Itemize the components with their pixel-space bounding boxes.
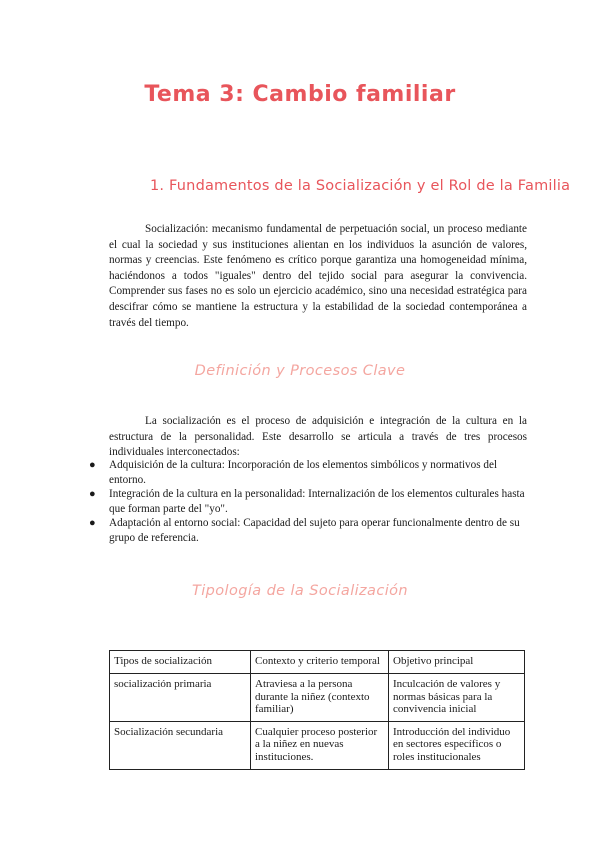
table-cell: socialización primaria	[110, 674, 251, 722]
list-item-text: Adquisición de la cultura: Incorporación de los elementos simbólicos y normativos del entorno.	[109, 459, 498, 486]
section-heading: 1. Fundamentos de la Socialización y el Rol de la Familia	[150, 178, 571, 194]
table-cell: Introducción del individuo en sectores específicos o roles institucionales	[389, 721, 525, 769]
table-header-cell: Tipos de socialización	[110, 651, 251, 674]
definition-paragraph	[109, 414, 527, 461]
table-cell: Cualquier proceso posterior a la niñez en nuevas instituciones.	[251, 721, 389, 769]
table-row	[110, 721, 525, 769]
table-cell: Atraviesa a la persona durante la niñez (contexto familiar)	[251, 674, 389, 722]
bullet-icon: ●	[89, 459, 96, 471]
list-item	[89, 458, 529, 487]
intro-paragraph	[109, 222, 527, 331]
table-header-cell: Contexto y criterio temporal	[251, 651, 389, 674]
process-list	[89, 458, 529, 546]
table-header-cell: Objetivo principal	[389, 651, 525, 674]
table-cell: Inculcación de valores y normas básicas para la convivencia inicial	[389, 674, 525, 722]
list-item	[89, 516, 529, 545]
table-header-row	[110, 651, 525, 674]
typology-table	[109, 650, 525, 770]
bullet-icon: ●	[89, 488, 96, 501]
table-cell: Socialización secundaria	[110, 721, 251, 769]
bullet-icon: ●	[89, 517, 96, 530]
intro-paragraph-text: Socialización: mecanismo fundamental de perpetuación social, un proceso mediante el cual la sociedad y sus instituciones alientan en los individuos la asunción de valores, normas y creencias. Este fenómeno es crítico porque garantiza una homogeneidad mínima, haciéndonos a todos "iguales" dentro del tejido social para asegurar la convivencia. Comprender sus fases no es solo un ejercicio académico, sino una necesidad estratégica para descifrar cómo se mantiene la estructura y la estabilidad de la sociedad contemporánea a través del tiempo.	[109, 223, 527, 329]
definition-heading: Definición y Procesos Clave	[194, 363, 406, 379]
list-item-text: Adaptación al entorno social: Capacidad del sujeto para operar funcionalmente dentro de su grupo de referencia.	[109, 517, 520, 544]
typology-heading: Tipología de la Socialización	[191, 583, 409, 599]
definition-paragraph-text: La socialización es el proceso de adquisición e integración de la cultura en la estructura de la personalidad. Este desarrollo se articula a través de tres procesos individuales interconectados:	[109, 415, 527, 459]
list-item	[89, 487, 529, 516]
table-row	[110, 674, 525, 722]
list-item-text: Integración de la cultura en la personalidad: Internalización de los elementos culturales hasta que forman parte del "yo".	[109, 488, 525, 515]
page-title: Tema 3: Cambio familiar	[144, 82, 456, 107]
